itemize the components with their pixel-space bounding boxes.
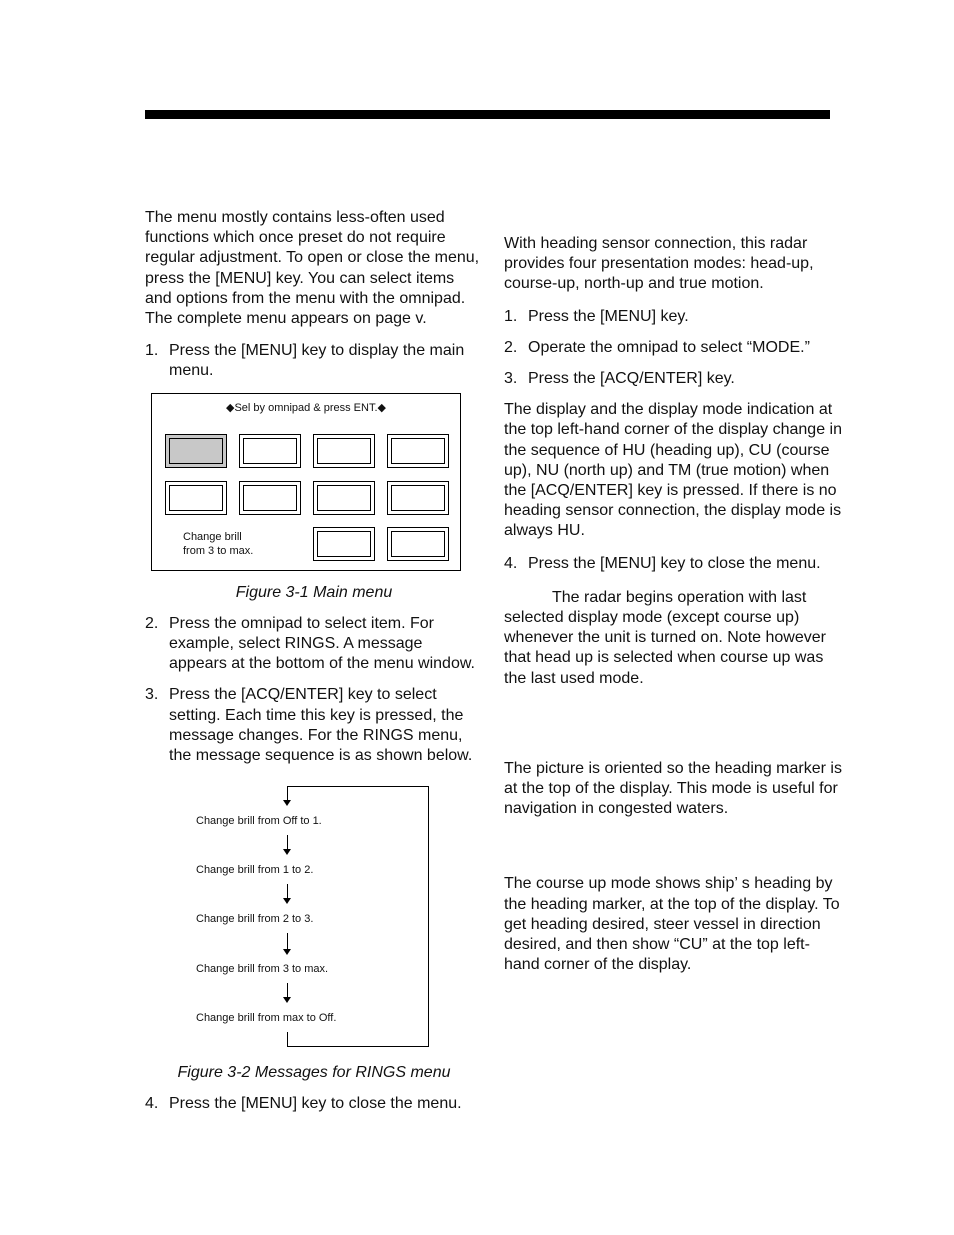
left-step-3 <box>145 685 483 766</box>
step-text: Press the [ACQ/ENTER] key to select setting. Each time this key is pressed, the message changes. For the RINGS menu, the message sequence is as shown below. <box>169 686 473 765</box>
step-number: 1. <box>145 342 159 360</box>
menu-header: ◆Sel by omnipad & press ENT.◆ <box>226 401 386 414</box>
menu-key <box>387 434 449 468</box>
mode-intro: With heading sensor connection, this radar provides four presentation modes: head-up, course-up, north-up and true motion. <box>504 235 814 293</box>
flow-message: Change brill from 1 to 2. <box>196 864 314 877</box>
step-number: 1. <box>504 307 518 325</box>
step-number: 3. <box>504 370 518 388</box>
step-number: 2. <box>504 338 518 356</box>
flow-message: Change brill from max to Off. <box>196 1012 337 1025</box>
menu-message-line: from 3 to max. <box>183 544 254 557</box>
main-menu-figure <box>151 393 461 571</box>
right-column <box>504 234 842 987</box>
step-text: Operate the omnipad to select “MODE.” <box>528 338 810 356</box>
left-step-1 <box>145 341 483 381</box>
top-rule <box>145 110 830 119</box>
flow-arrow <box>283 884 292 904</box>
menu-key <box>239 481 301 515</box>
left-step-4 <box>145 1094 483 1114</box>
step-number: 4. <box>504 554 518 572</box>
menu-key <box>313 481 375 515</box>
step-text: Press the [ACQ/ENTER] key. <box>528 370 735 388</box>
head-up-paragraph: The picture is oriented so the heading marker is at the top of the display. This mode is useful for navigation in congested waters. <box>504 759 842 818</box>
flow-arrow <box>283 835 292 855</box>
step-text: Press the [MENU] key to close the menu. <box>528 554 821 572</box>
right-step-4 <box>504 554 842 574</box>
left-column <box>145 208 483 1126</box>
menu-message-line: Change brill <box>183 530 242 543</box>
step-text: Press the [MENU] key to close the menu. <box>169 1095 462 1113</box>
step-number: 2. <box>145 614 159 632</box>
course-up-paragraph: The course up mode shows ship’ s heading by the heading marker, at the top of the display. To get heading desired, steer vessel in direction desired, and then show “CU” at the top left-hand corner of the display. <box>504 875 840 974</box>
note-paragraph: The radar begins operation with last selected display mode (except course up) whenever the unit is turned on. Note however that head up is selected when course up was the last used mode. <box>504 588 826 687</box>
menu-message <box>183 530 253 558</box>
step-text: Press the [MENU] key to display the main menu. <box>169 342 465 380</box>
flow-return-line <box>287 1032 288 1047</box>
right-step-1 <box>504 307 842 327</box>
menu-key <box>165 481 227 515</box>
flow-message: Change brill from 3 to max. <box>196 963 329 976</box>
flow-arrow <box>283 786 292 806</box>
flow-message: Change brill from Off to 1. <box>196 815 322 828</box>
menu-key-selected <box>165 434 227 468</box>
menu-key <box>313 434 375 468</box>
display-mode-paragraph: The display and the display mode indication at the top left-hand corner of the display change in the sequence of HU (heading up), CU (course up), NU (north up) and TM (true motion) when the [ACQ/ENTER] key is pressed. If there is no heading sensor connection, the display mode is always HU. <box>504 401 842 540</box>
menu-key <box>313 527 375 561</box>
step-number: 3. <box>145 686 159 704</box>
step-text: Press the omnipad to select item. For example, select RINGS. A message appears at the bottom of the menu window. <box>169 614 475 673</box>
flow-arrow <box>283 933 292 955</box>
menu-intro: The menu mostly contains less-often used functions which once preset do not require regular adjustment. To open or close the menu, press the [MENU] key. You can select items and options from the menu with the omnipad. The complete menu appears on page v. <box>145 209 480 328</box>
step-text: Press the [MENU] key. <box>528 307 689 325</box>
rings-message-flow <box>145 786 483 1051</box>
menu-key <box>387 527 449 561</box>
step-number: 4. <box>145 1095 159 1113</box>
figure-caption: Figure 3-1 Main menu <box>235 583 393 601</box>
menu-key <box>239 434 301 468</box>
flow-arrow <box>283 983 292 1003</box>
flow-message: Change brill from 2 to 3. <box>196 913 314 926</box>
menu-key <box>387 481 449 515</box>
right-step-2 <box>504 338 842 358</box>
figure-caption: Figure 3-2 Messages for RINGS menu <box>177 1064 451 1082</box>
right-step-3 <box>504 369 842 389</box>
left-step-2 <box>145 614 483 675</box>
